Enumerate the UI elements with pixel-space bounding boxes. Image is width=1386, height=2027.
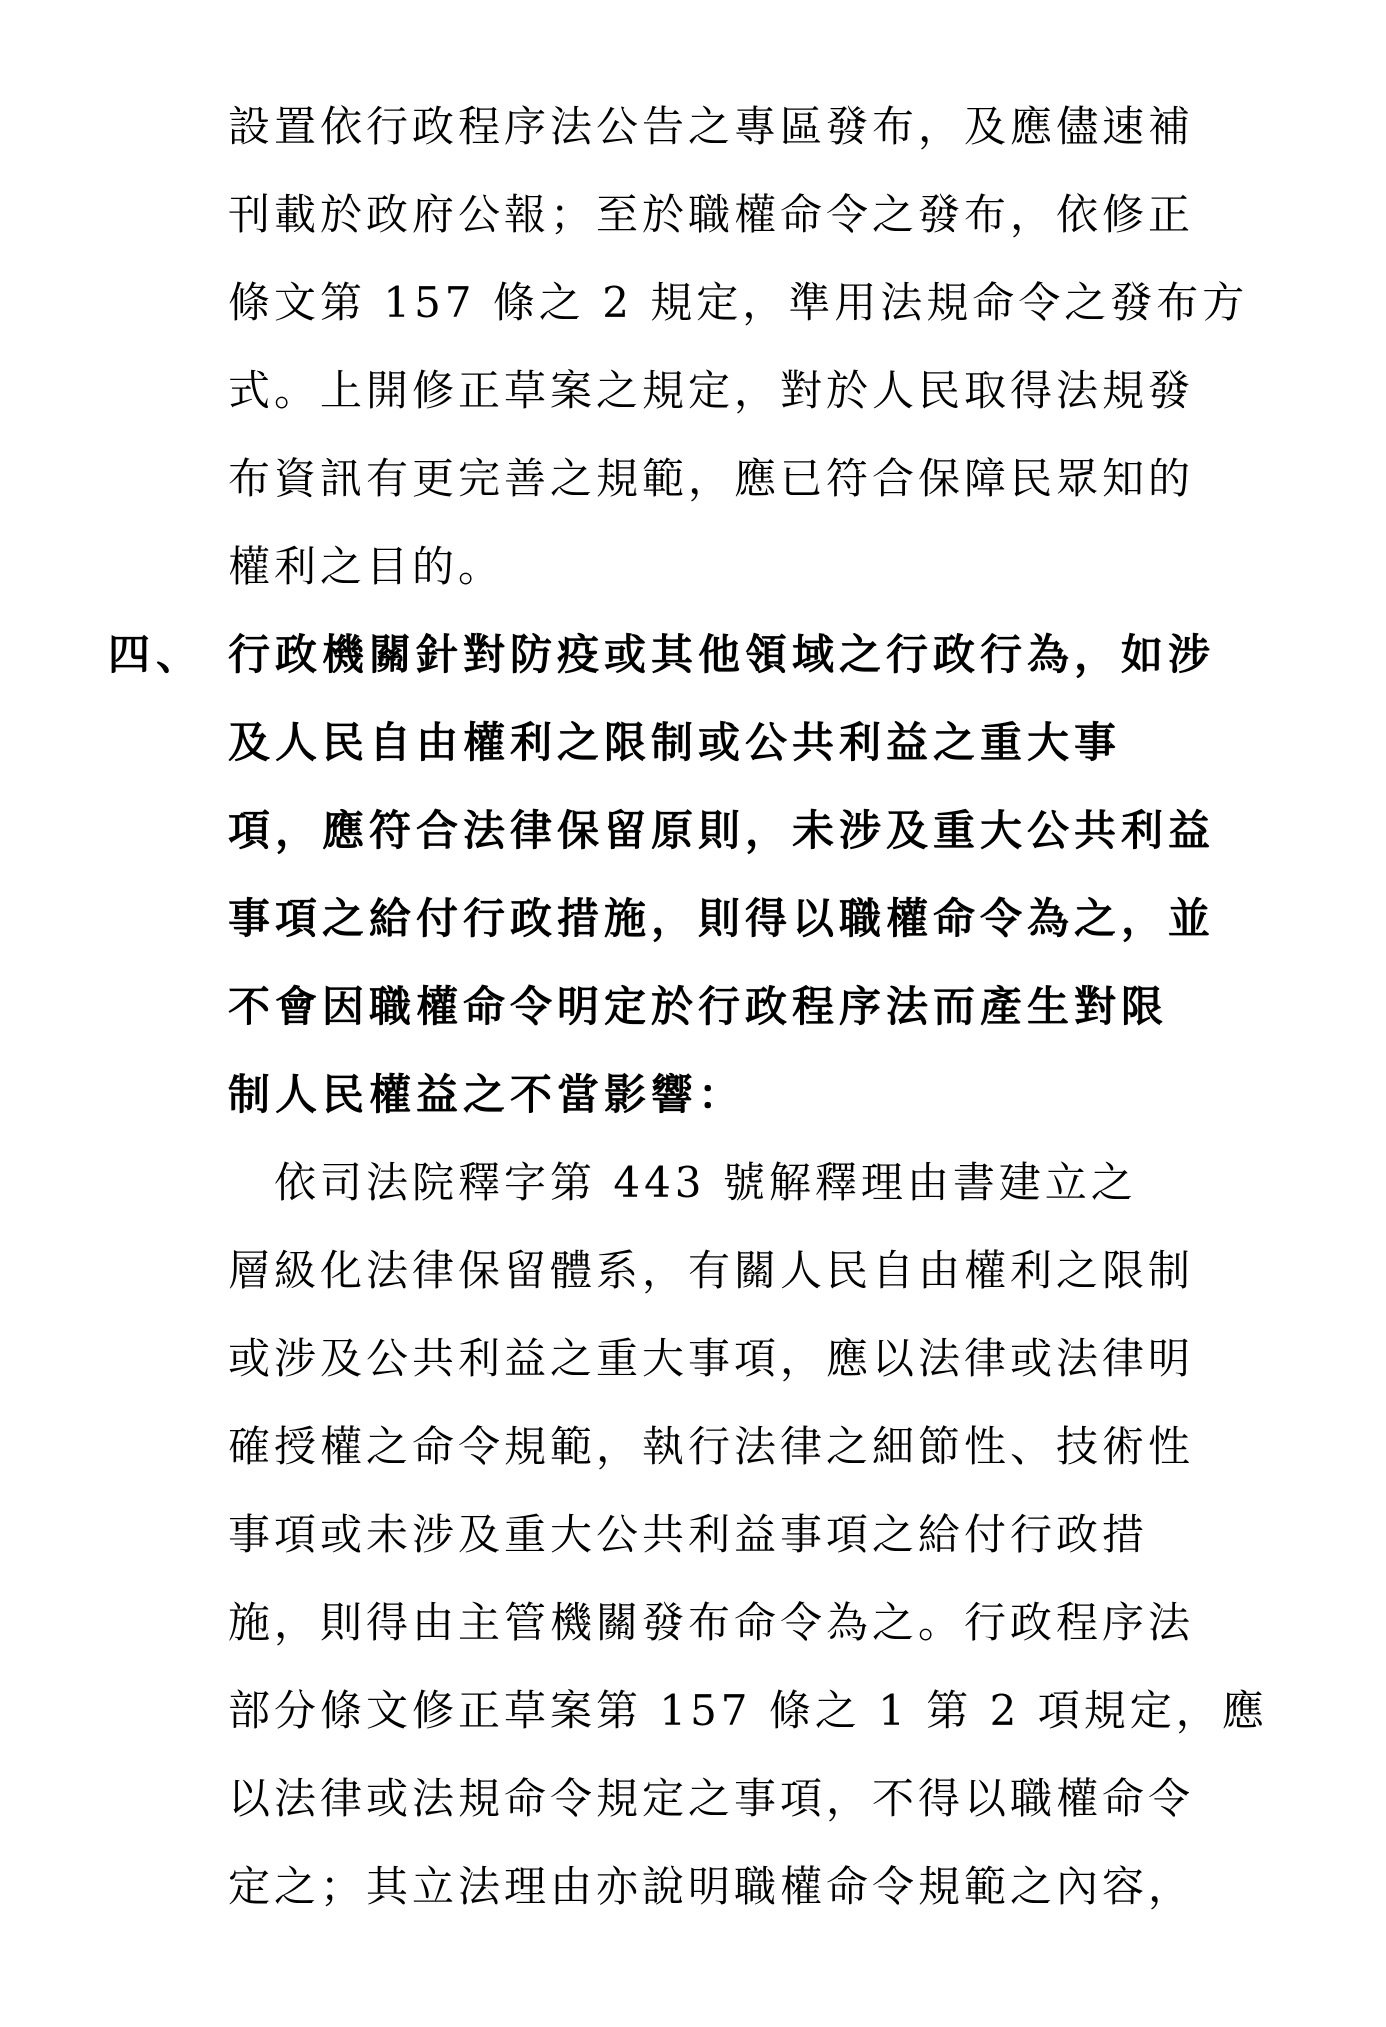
section-heading-line: 項，應符合法律保留原則，未涉及重大公共利益 — [228, 806, 1216, 855]
body-line: 施，則得由主管機關發布命令為之。行政程序法 — [228, 1598, 1195, 1647]
paragraph-line: 設置依行政程序法公告之專區發布，及應儘速補 — [228, 102, 1195, 151]
paragraph-line: 刊載於政府公報；至於職權命令之發布，依修正 — [228, 190, 1195, 239]
section-heading-line: 及人民自由權利之限制或公共利益之重大事 — [228, 718, 1122, 767]
body-line: 確授權之命令規範，執行法律之細節性、技術性 — [228, 1422, 1195, 1471]
paragraph-line: 權利之目的。 — [228, 542, 505, 591]
section-marker: 四、 — [108, 630, 205, 679]
paragraph-line: 布資訊有更完善之規範，應已符合保障民眾知的 — [228, 454, 1195, 503]
body-line: 層級化法律保留體系，有關人民自由權利之限制 — [228, 1246, 1195, 1295]
section-heading-line: 不會因職權命令明定於行政程序法而產生對限 — [228, 982, 1169, 1031]
section-heading-line: 事項之給付行政措施，則得以職權命令為之，並 — [228, 894, 1216, 943]
body-line: 或涉及公共利益之重大事項，應以法律或法律明 — [228, 1334, 1195, 1383]
body-line: 定之；其立法理由亦說明職權命令規範之內容， — [228, 1862, 1195, 1911]
body-line: 事項或未涉及重大公共利益事項之給付行政措 — [228, 1510, 1149, 1559]
body-line: 部分條文修正草案第 157 條之 1 第 2 項規定，應 — [228, 1686, 1268, 1735]
body-line: 以法律或法規命令規定之事項，不得以職權命令 — [228, 1774, 1195, 1823]
paragraph-line: 式。上開修正草案之規定，對於人民取得法規發 — [228, 366, 1195, 415]
section-heading-line: 制人民權益之不當影響： — [228, 1070, 746, 1119]
body-line: 依司法院釋字第 443 號解釋理由書建立之 — [228, 1158, 1137, 1207]
paragraph-line: 條文第 157 條之 2 規定，準用法規命令之發布方 — [228, 278, 1249, 327]
section-heading-line: 行政機關針對防疫或其他領域之行政行為，如涉 — [228, 630, 1216, 679]
